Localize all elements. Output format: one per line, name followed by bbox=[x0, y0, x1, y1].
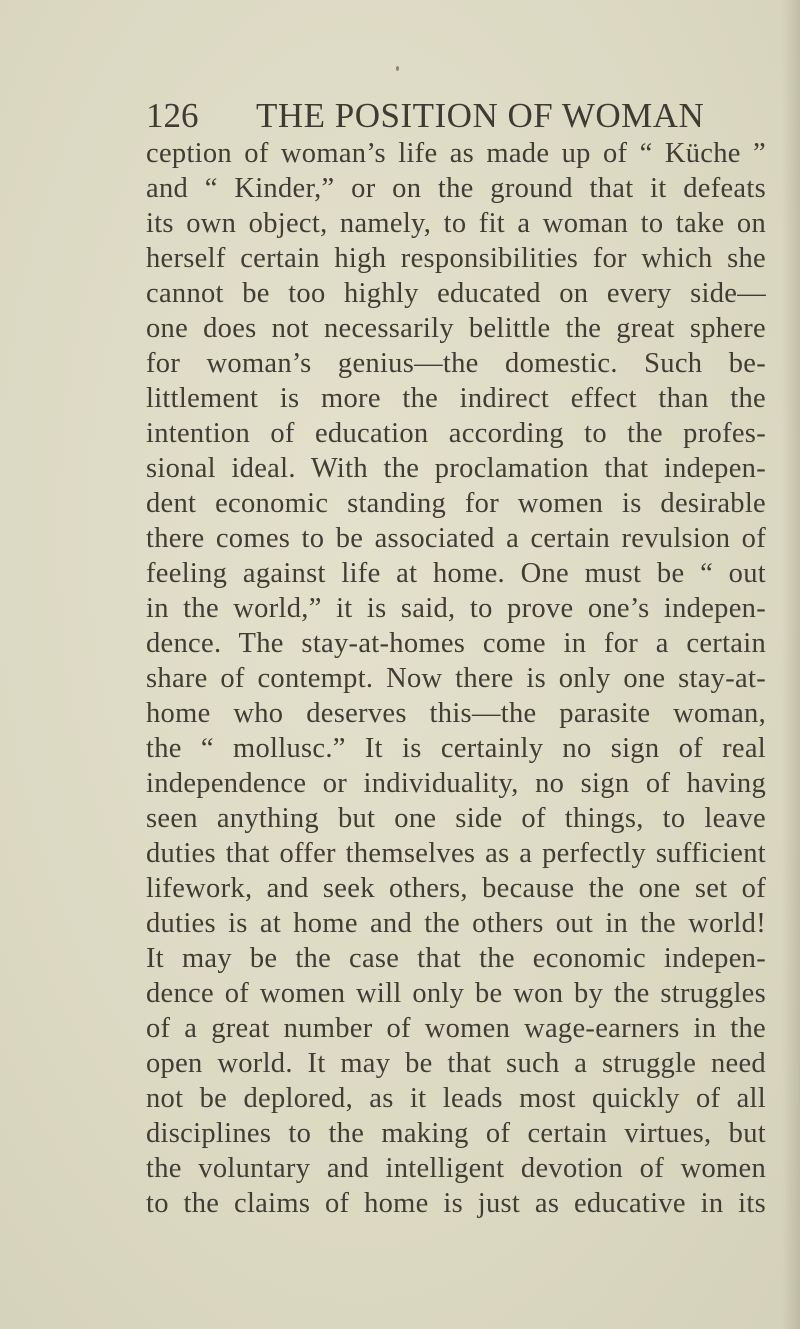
text-line: intention of education according to the profes- bbox=[146, 418, 766, 449]
text-line: dence. The stay-at-homes come in for a certain bbox=[146, 628, 766, 659]
text-line: independence or individuality, no sign of having bbox=[146, 768, 766, 799]
text-line: feeling against life at home. One must be “ out bbox=[146, 558, 766, 589]
running-head bbox=[146, 92, 766, 140]
text-line: littlement is more the indirect effect than the bbox=[146, 383, 766, 414]
body-text bbox=[146, 136, 766, 1221]
text-line: duties that offer themselves as a perfectly sufficient bbox=[146, 838, 766, 869]
text-line: the “ mollusc.” It is certainly no sign of real bbox=[146, 733, 766, 764]
text-line: It may be the case that the economic indepen- bbox=[146, 943, 766, 974]
text-line: one does not necessarily belittle the great sphere bbox=[146, 313, 766, 344]
text-line: ception of woman’s life as made up of “ Küche ” bbox=[146, 138, 766, 169]
text-line: dent economic standing for women is desirable bbox=[146, 488, 766, 519]
text-line: for woman’s genius—the domestic. Such be- bbox=[146, 348, 766, 379]
running-head-title: THE POSITION OF WOMAN bbox=[256, 96, 705, 135]
page-number: 126 bbox=[146, 96, 199, 135]
text-line: seen anything but one side of things, to leave bbox=[146, 803, 766, 834]
text-line: not be deplored, as it leads most quickly of all bbox=[146, 1083, 766, 1114]
text-line: lifework, and seek others, because the one set of bbox=[146, 873, 766, 904]
text-line: in the world,” it is said, to prove one’s indepen- bbox=[146, 593, 766, 624]
text-line: cannot be too highly educated on every side— bbox=[146, 278, 766, 309]
text-line: herself certain high responsibilities for which she bbox=[146, 243, 766, 274]
text-line: its own object, namely, to fit a woman to take on bbox=[146, 208, 766, 239]
text-line: and “ Kinder,” or on the ground that it defeats bbox=[146, 173, 766, 204]
text-line: there comes to be associated a certain revulsion of bbox=[146, 523, 766, 554]
text-line: home who deserves this—the parasite woman, bbox=[146, 698, 766, 729]
text-line: disciplines to the making of certain virtues, but bbox=[146, 1118, 766, 1149]
paper-speck bbox=[396, 66, 399, 71]
text-line: open world. It may be that such a struggle need bbox=[146, 1048, 766, 1079]
text-line: dence of women will only be won by the struggles bbox=[146, 978, 766, 1009]
text-line: to the claims of home is just as educative in its bbox=[146, 1188, 766, 1219]
text-line: duties is at home and the others out in the world! bbox=[146, 908, 766, 939]
page-edge-shadow bbox=[782, 0, 800, 1329]
text-line: the voluntary and intelligent devotion of women bbox=[146, 1153, 766, 1184]
text-line: sional ideal. With the proclamation that indepen- bbox=[146, 453, 766, 484]
text-line: of a great number of women wage-earners in the bbox=[146, 1013, 766, 1044]
text-line: share of contempt. Now there is only one stay-at- bbox=[146, 663, 766, 694]
